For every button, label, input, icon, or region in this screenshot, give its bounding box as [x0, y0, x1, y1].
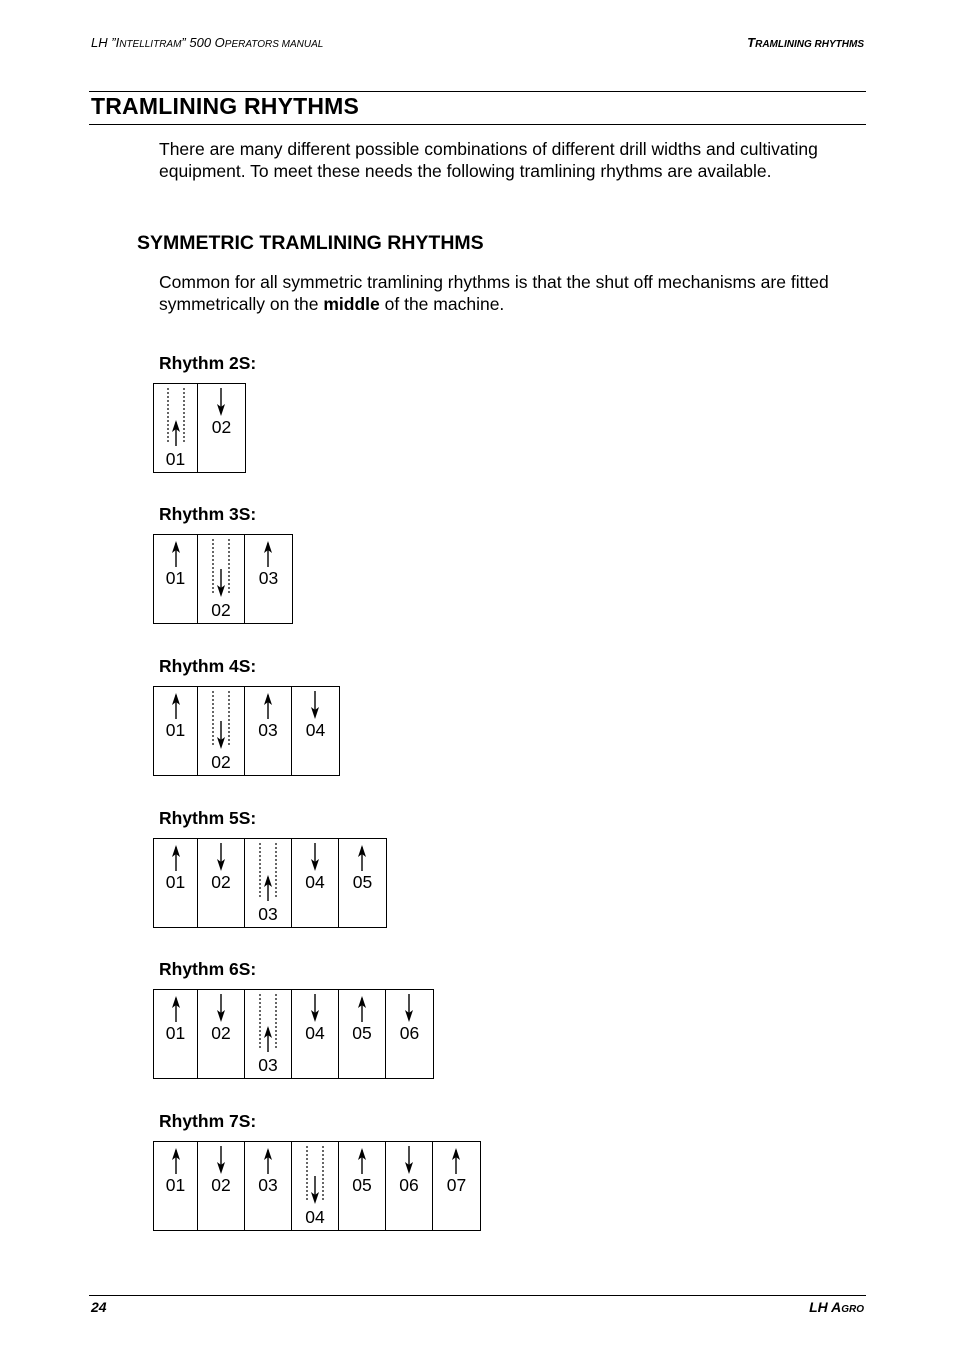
rhythm-diagram	[153, 686, 340, 776]
row-number: 01	[165, 1175, 186, 1195]
rhythm-diagram	[153, 534, 293, 624]
row-number: 04	[305, 720, 326, 740]
page-title: TRAMLINING RHYTHMS	[91, 93, 360, 119]
tramline-row	[154, 384, 198, 472]
rhythm-diagram	[153, 1141, 481, 1231]
row-number: 05	[352, 1023, 372, 1043]
symmetric-text-bold: middle	[323, 294, 380, 314]
drill-row	[339, 1142, 386, 1230]
drill-row	[386, 990, 433, 1078]
drill-row	[154, 535, 198, 623]
rhythm-label: Rhythm 5S:	[159, 808, 257, 828]
drill-row	[292, 839, 339, 927]
footer-brand-small: GRO	[841, 1304, 864, 1315]
row-number: 02	[211, 417, 232, 437]
row-number: 02	[211, 872, 231, 892]
drill-row	[154, 990, 198, 1078]
running-header-right	[747, 35, 864, 50]
footer-brand-prefix: LH A	[809, 1299, 842, 1315]
row-number: 03	[258, 1055, 278, 1075]
header-right-cap: T	[747, 35, 756, 50]
tramline-row	[198, 535, 245, 623]
row-number: 02	[211, 600, 231, 620]
drill-row	[198, 384, 245, 472]
row-number: 04	[305, 872, 325, 892]
row-number: 03	[258, 904, 278, 924]
row-number: 03	[258, 568, 279, 588]
row-number: 02	[211, 1175, 231, 1195]
header-mid: ” 500	[181, 35, 215, 50]
footer-brand	[809, 1299, 864, 1315]
title-top-rule	[89, 91, 866, 92]
rhythm-diagram	[153, 838, 387, 928]
row-number: 06	[399, 1023, 420, 1043]
drill-row	[245, 535, 292, 623]
rhythm-label: Rhythm 3S:	[159, 504, 257, 524]
drill-row	[245, 1142, 292, 1230]
header-cap-o: O	[214, 35, 225, 50]
header-prefix: LH ”	[91, 35, 116, 50]
rhythm-label: Rhythm 2S:	[159, 353, 257, 373]
row-number: 03	[258, 1175, 278, 1195]
header-right-small: RAMLINING RHYTHMS	[755, 39, 864, 50]
header-cap-i: I	[115, 35, 120, 50]
tramline-row	[198, 687, 245, 775]
drill-row	[198, 1142, 245, 1230]
drill-row	[245, 687, 292, 775]
section-heading: SYMMETRIC TRAMLINING RHYTHMS	[137, 232, 484, 254]
row-number: 04	[305, 1207, 325, 1227]
row-number: 01	[165, 1023, 186, 1043]
row-number: 05	[352, 872, 373, 892]
tramline-row	[245, 839, 292, 927]
row-number: 01	[165, 568, 186, 588]
drill-row	[198, 839, 245, 927]
drill-row	[339, 839, 386, 927]
row-number: 05	[352, 1175, 372, 1195]
row-number: 03	[258, 720, 278, 740]
drill-row	[154, 1142, 198, 1230]
header-small-i: NTELLITRAM	[119, 39, 182, 50]
drill-row	[154, 839, 198, 927]
footer-rule	[89, 1295, 866, 1296]
row-number: 07	[446, 1175, 467, 1195]
row-number: 02	[211, 752, 231, 772]
tramline-row	[245, 990, 292, 1078]
row-number: 04	[305, 1023, 325, 1043]
symmetric-text-before: Common for all symmetric tramlining rhythms is that the shut off mechanisms are fitted symmetrically on the	[159, 272, 829, 314]
tramline-row	[292, 1142, 339, 1230]
title-bottom-rule	[89, 124, 866, 125]
rhythm-label: Rhythm 6S:	[159, 959, 257, 979]
row-number: 01	[165, 449, 186, 469]
drill-row	[154, 687, 198, 775]
rhythm-label: Rhythm 7S:	[159, 1111, 257, 1131]
running-header-left	[91, 35, 323, 50]
drill-row	[386, 1142, 433, 1230]
drill-row	[339, 990, 386, 1078]
symmetric-paragraph	[159, 271, 859, 315]
page-number: 24	[91, 1299, 107, 1315]
row-number: 01	[165, 720, 186, 740]
rhythm-diagram	[153, 989, 434, 1079]
rhythm-diagram	[153, 383, 246, 473]
header-small-o: PERATORS MANUAL	[224, 39, 324, 50]
intro-paragraph: There are many different possible combinations of different drill widths and cultivating equipment. To meet these needs the following tramlining rhythms are available.	[159, 139, 818, 181]
symmetric-text-after: of the machine.	[379, 294, 505, 314]
row-number: 01	[165, 872, 186, 892]
drill-row	[433, 1142, 480, 1230]
row-number: 02	[211, 1023, 231, 1043]
drill-row	[198, 990, 245, 1078]
row-number: 06	[399, 1175, 419, 1195]
drill-row	[292, 990, 339, 1078]
drill-row	[292, 687, 339, 775]
rhythm-label: Rhythm 4S:	[159, 656, 257, 676]
